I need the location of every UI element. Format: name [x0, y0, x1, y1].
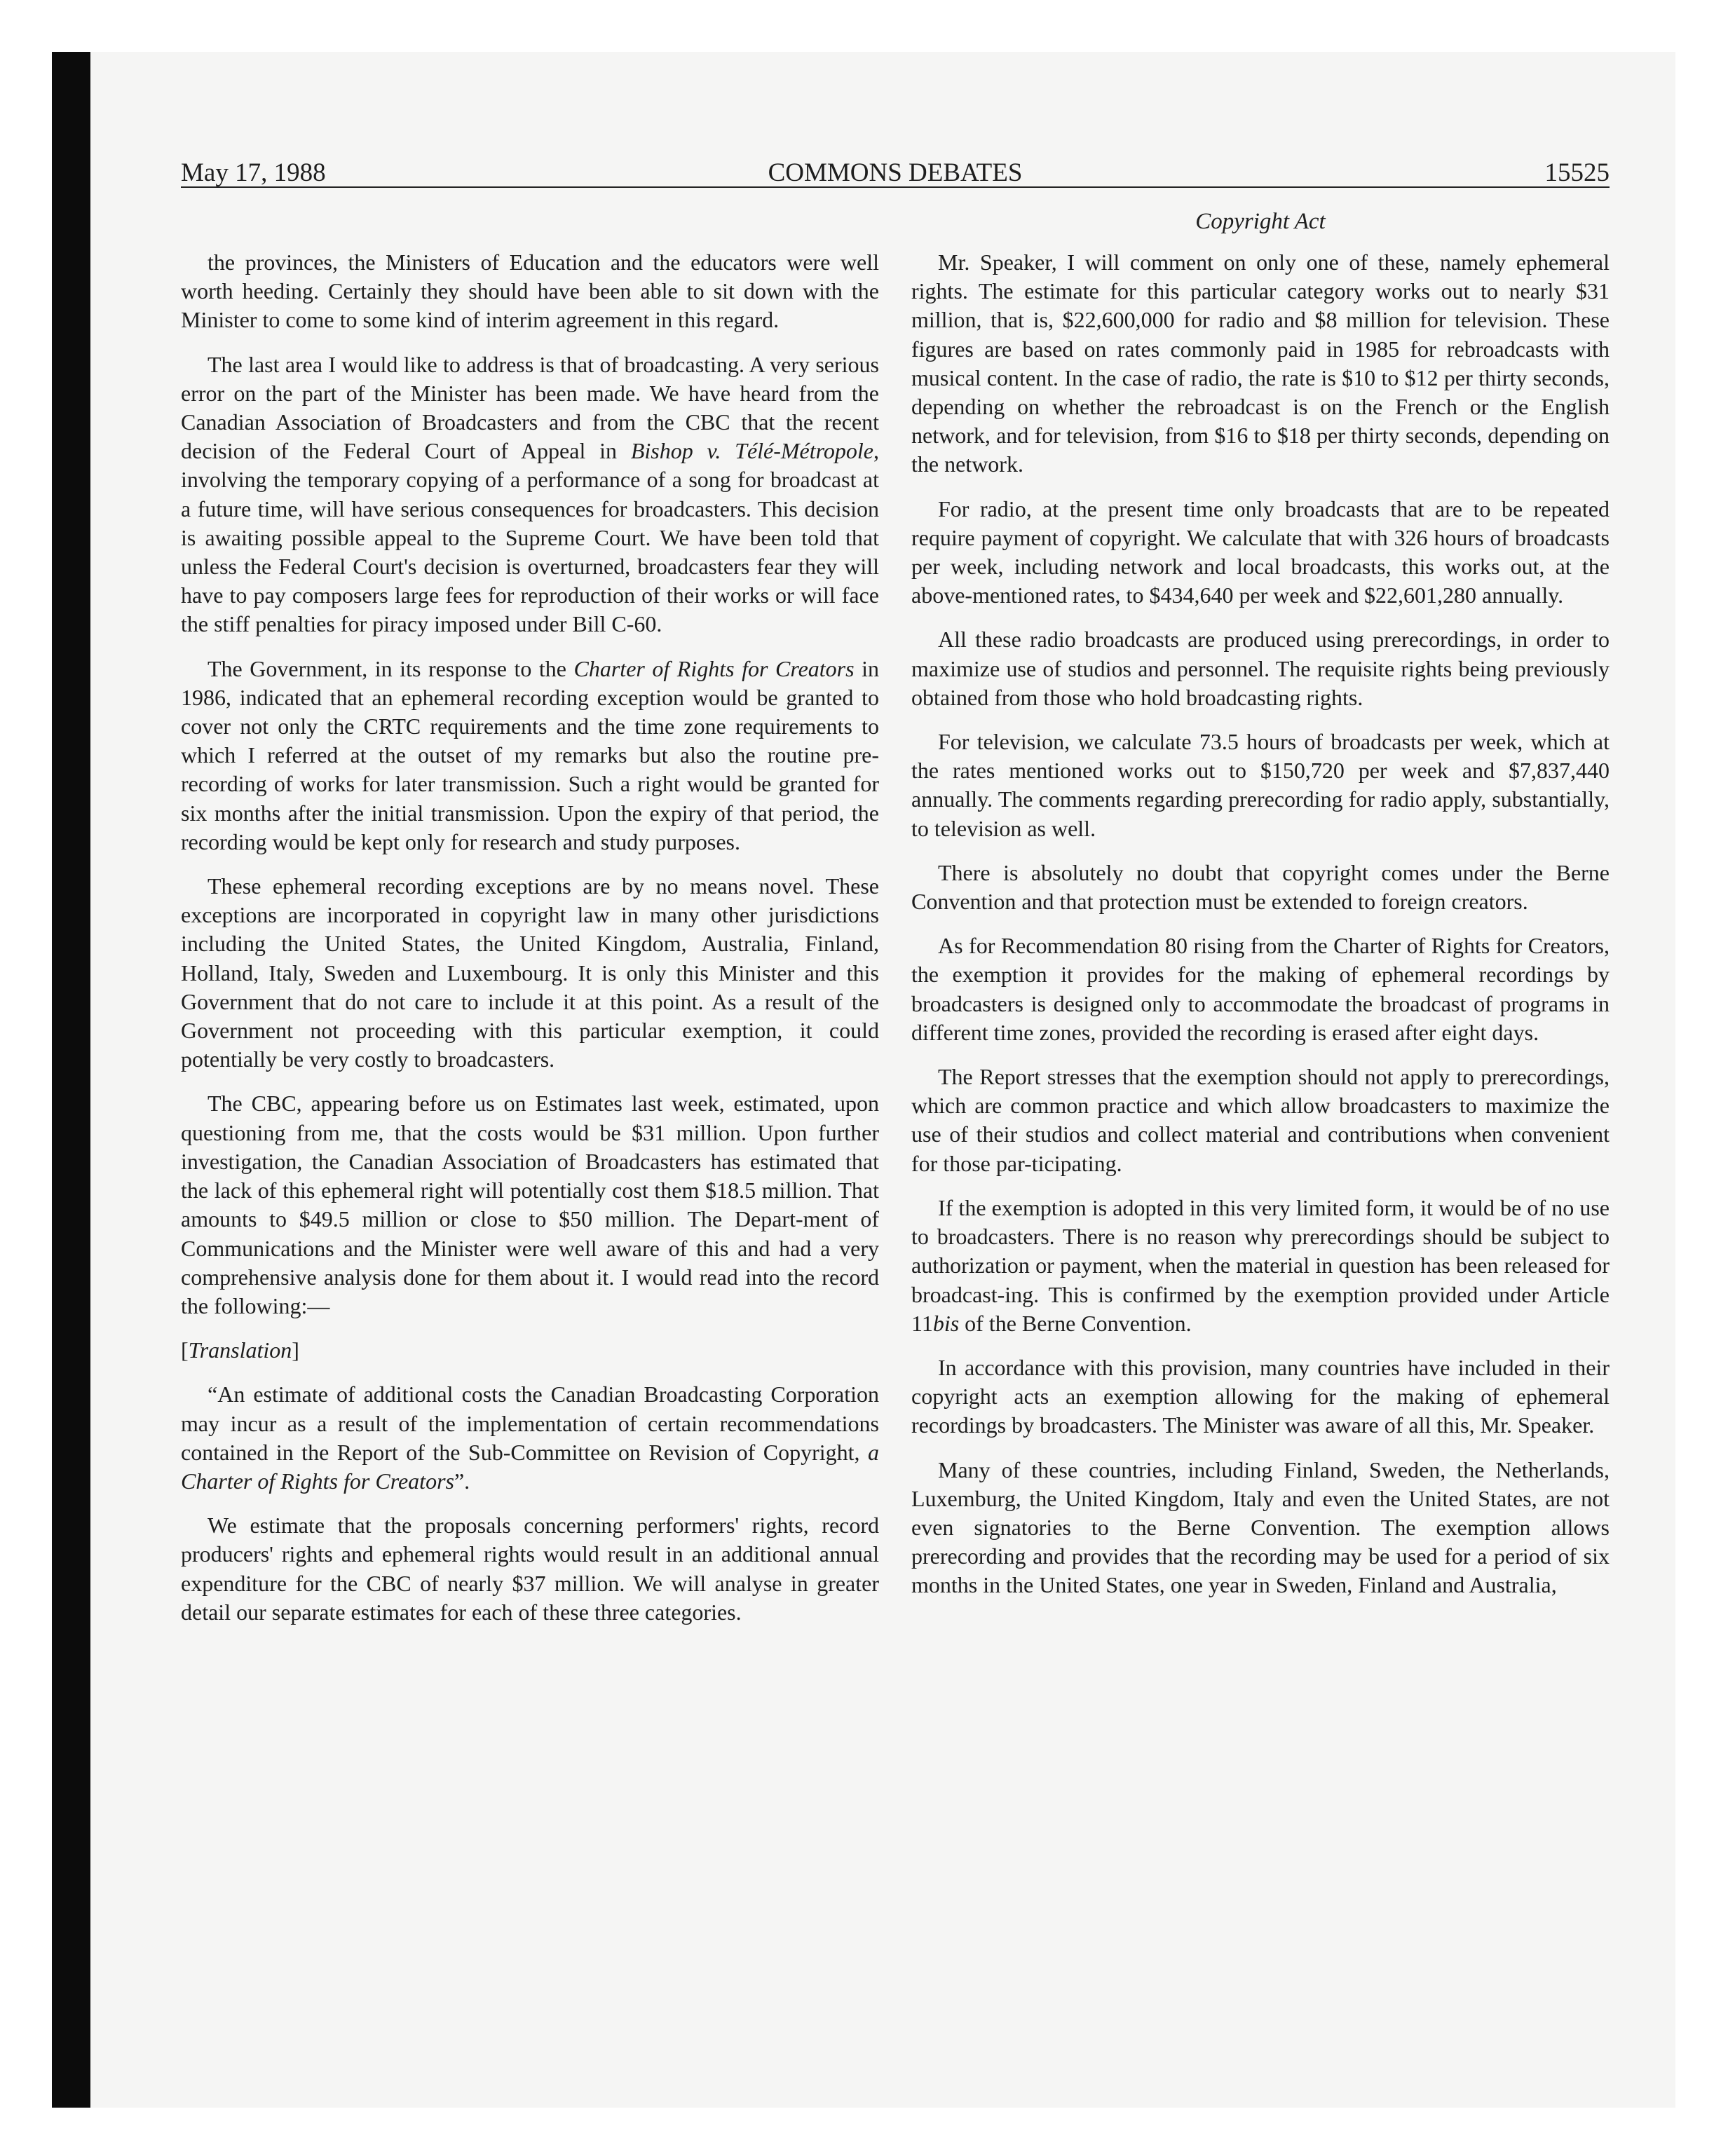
paragraph — [181, 1511, 879, 1627]
paragraph-text: Mr. Speaker, I will comment on only one of these, namely ephemeral rights. The estimate for this particular category works out to nearly $31 million, that is, $22,600,000 for radio and $8 million for television. These figures are based on rates commonly paid in 1985 for rebroadcasts with musical content. In the case of radio, the rate is $10 to $12 per thirty seconds, depending on whether the rebroadcast is on the French or the English network, and for television, from $16 to $18 per thirty seconds, depending on the network. — [911, 250, 1610, 477]
section-subhead: Copyright Act — [1195, 209, 1326, 234]
paragraph-text: These ephemeral recording exceptions are by no means novel. These exceptions are incorporated in copyright law in many other jurisdictions including the United States, the United Kingdom, Australia, Finland, Holland, Italy, Sweden and Luxembourg. It is only this Minister and this Government that do not care to include it at this point. As a result of the Government not proceeding with this particular exemption, it could potentially be very costly to broadcasters. — [181, 873, 879, 1072]
paragraph-text: The CBC, appearing before us on Estimates last week, estimated, upon questioning from me, that the costs would be $31 million. Upon further investigation, the Canadian Association of Broadcasters has estimated that the lack of this ephemeral right will potentially cost them $18.5 million. That amounts to $49.5 million or close to $50 million. The Depart-ment of Communications and the Minister were well aware of this and had a very comprehensive analysis done for them about it. I would read into the record the following:— — [181, 1091, 879, 1318]
paragraph-text: in 1986, indicated that an ephemeral recording exception would be granted to cover not only the CRTC requirements and the time zone requirements to which I referred at the outset of my remarks but also the routine pre-recording of works for later transmission. Such a right would be granted for six months after the initial transmission. Upon the expiry of that period, the recording would be kept only for research and study purposes. — [181, 655, 880, 854]
paragraph — [911, 1353, 1610, 1440]
header-rule — [181, 186, 1610, 188]
paragraph-text: ”. — [454, 1468, 470, 1494]
paragraph — [911, 1194, 1610, 1338]
scan-border — [52, 52, 90, 2108]
paragraph-text: For television, we calculate 73.5 hours of broadcasts per week, which at the rates mentioned works out to $150,720 per week and $7,837,440 annually. The comments regarding prerecording for radio apply, substantially, to television as well. — [911, 729, 1610, 841]
paragraph — [181, 350, 879, 639]
paragraph — [911, 248, 1610, 479]
paragraph-text: In accordance with this provision, many countries have included in their copyright acts an exemption allowing for the making of ephemeral recordings by broadcasters. The Minister was aware of all this, Mr. Speaker. — [911, 1354, 1610, 1438]
paragraph — [181, 872, 879, 1074]
paragraph-text: We estimate that the proposals concerning performers' rights, record producers' rights and ephemeral rights would result in an additional annual expenditure for the CBC of nearly $37 million. We will analyse in greater detail our separate estimates for each of these three categories. — [181, 1513, 879, 1625]
paragraph — [911, 859, 1610, 916]
paragraph-text: As for Recommendation 80 rising from the Charter of Rights for Creators, the exemption it provides for the making of ephemeral recordings by broadcasters is designed only to accommodate the broadcast of programs in different time zones, provided the recording is erased after eight days. — [911, 933, 1610, 1045]
paragraph — [911, 932, 1610, 1047]
italic-text: a Charter of Rights for Creators — [181, 1439, 879, 1494]
paragraph-text: “An estimate of additional costs the Canadian Broadcasting Corporation may incur as a result of the implementation of certain recommendations contained in the Report of the Sub-Committee on Revision of Copyright, — [181, 1381, 879, 1465]
paragraph — [911, 1456, 1610, 1600]
paragraph — [911, 495, 1610, 610]
paragraph-text: [ — [181, 1337, 189, 1363]
paragraph-text: the provinces, the Ministers of Education and the educators were well worth heeding. Certainly they should have been able to sit down with the Minister to come to some kind of interim agreement in this regard. — [181, 250, 879, 333]
header-publication: COMMONS DEBATES — [768, 158, 1023, 187]
header-page-number: 15525 — [1544, 158, 1610, 187]
paragraph-text: All these radio broadcasts are produced using prerecordings, in order to maximize use of studios and personnel. The requisite rights being previously obtained from those who hold broadcasting rights. — [911, 627, 1610, 710]
italic-text: Charter of Rights for Creators — [573, 655, 855, 681]
paragraph-text: ] — [292, 1337, 299, 1363]
header-date: May 17, 1988 — [181, 158, 326, 187]
left-column — [181, 248, 879, 1642]
paragraph-text: There is absolutely no doubt that copyright comes under the Berne Convention and that protection must be extended to foreign creators. — [911, 859, 1610, 915]
paragraph — [181, 655, 879, 857]
paragraph-text: If the exemption is adopted in this very limited form, it would be of no use to broadcasters. There is no reason why prerecordings should be subject to authorization or payment, when the material in question has been released for broadcast-ing. This is confirmed by the exemption provided under Article 11 — [911, 1194, 1610, 1336]
paragraph-text: Many of these countries, including Finland, Sweden, the Netherlands, Luxemburg, the United Kingdom, Italy and even the United States, are not even signatories to the Berne Convention. The exemption allows prerecording and provides that the recording may be used for a period of six months in the United States, one year in Sweden, Finland and Australia, — [911, 1456, 1610, 1598]
paragraph-text: , involving the temporary copying of a performance of a song for broadcast at a future time, will have serious consequences for broadcasters. This decision is awaiting possible appeal to the Supreme Court. We have been told that unless the Federal Court's decision is overturned, broadcasters fear they will have to pay composers large fees for reproduction of their works or will face the stiff penalties for piracy imposed under Bill C-60. — [181, 438, 880, 637]
paragraph — [181, 1380, 879, 1496]
paragraph — [181, 1336, 879, 1365]
paragraph — [911, 728, 1610, 843]
paragraph-text: The Government, in its response to the — [207, 655, 574, 681]
italic-text: Bishop v. Télé-Métropole — [630, 438, 874, 464]
right-column — [911, 248, 1610, 1616]
page-header — [181, 156, 1610, 191]
paragraph-text: The last area I would like to address is that of broadcasting. A very serious error on the part of the Minister has been made. We have heard from the Canadian Association of Broadcasters and from the CBC that the recent decision of the Federal Court of Appeal in — [181, 351, 879, 464]
italic-text: bis — [932, 1310, 960, 1336]
paragraph-text: The Report stresses that the exemption should not apply to prerecordings, which are common practice and which allow broadcasters to maximize the use of their studios and collect material and contributions when convenient for those par-ticipating. — [911, 1064, 1610, 1176]
paragraph-text: For radio, at the present time only broadcasts that are to be repeated require payment of copyright. We calculate that with 326 hours of broadcasts per week, including network and local broadcasts, this works out, at the above-mentioned rates, to $434,640 per week and $22,601,280 annually. — [911, 496, 1610, 608]
paragraph — [911, 1063, 1610, 1178]
italic-text: Translation — [188, 1337, 292, 1363]
paragraph — [181, 248, 879, 335]
paragraph — [181, 1089, 879, 1321]
paragraph-text: of the Berne Convention. — [959, 1310, 1192, 1336]
paragraph — [911, 625, 1610, 712]
